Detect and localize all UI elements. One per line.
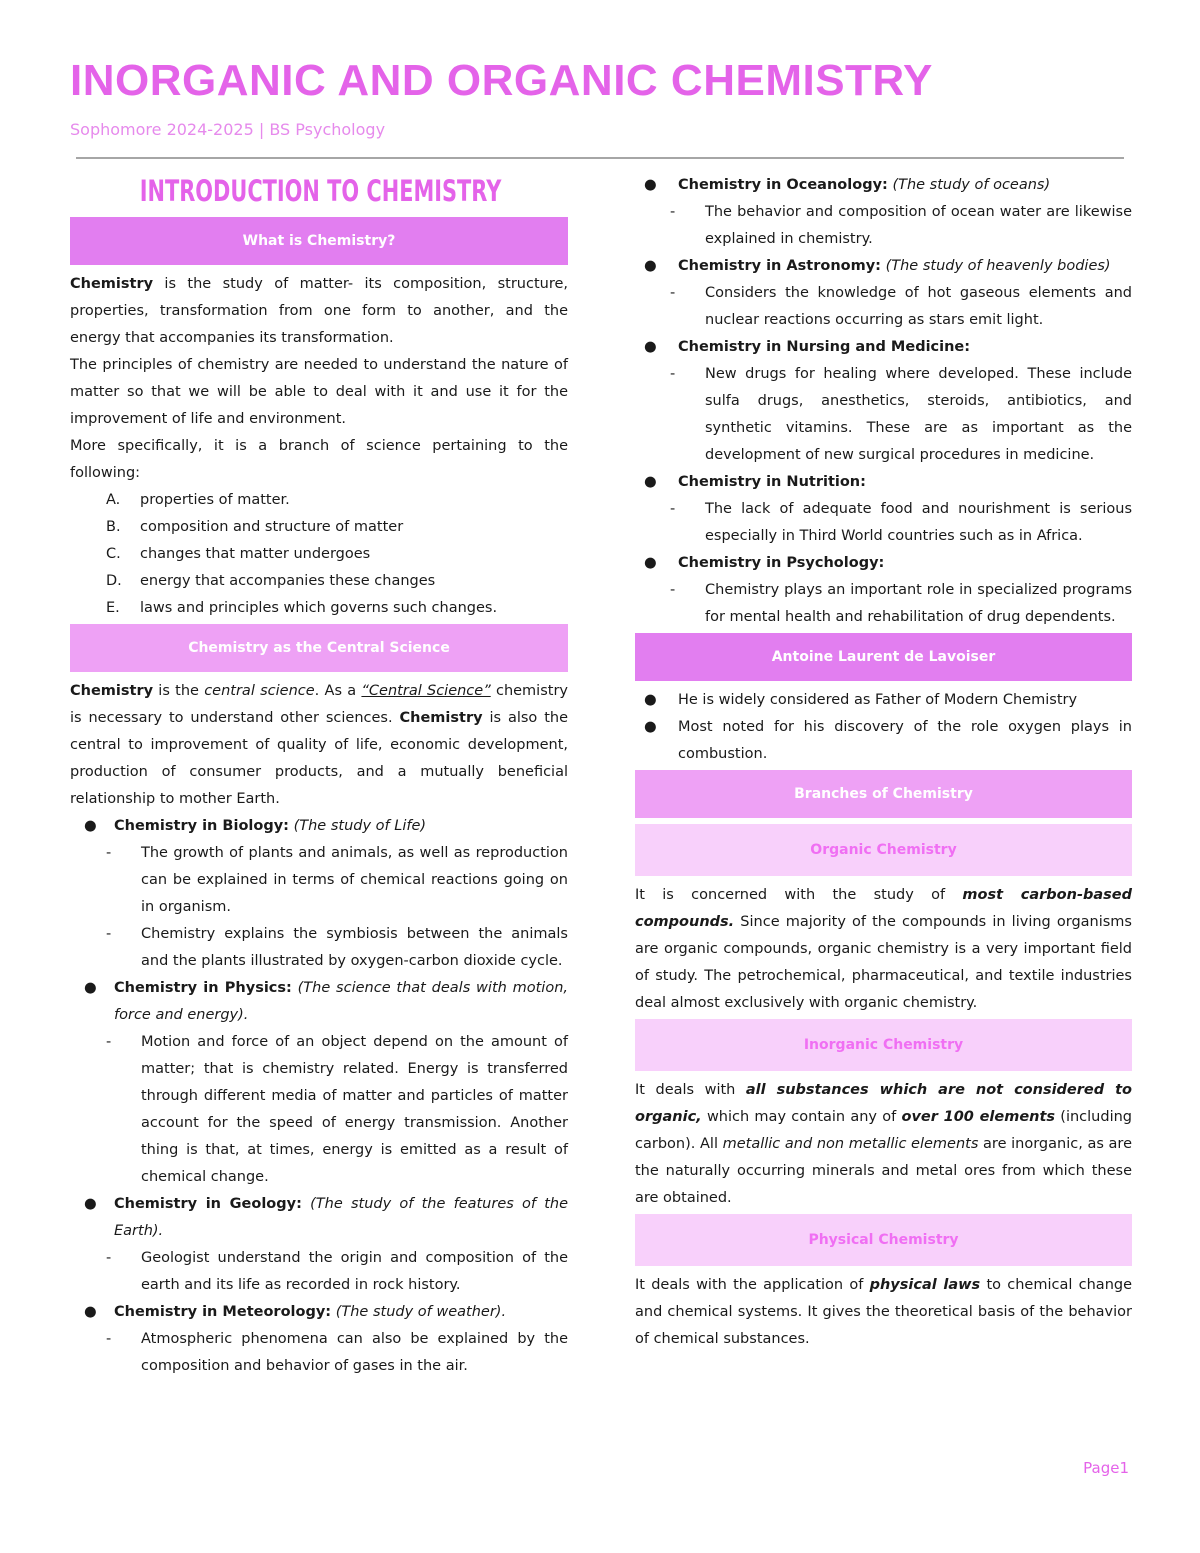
branches-bar: Branches of Chemistry [635,770,1132,818]
list-item-oceanology: ● Chemistry in Oceanology: (The study of oceans) - The behavior and composition of ocean water are likewise explained in chemistry. [635,172,1132,253]
bullet-icon: ● [644,692,657,708]
list-item: ● He is widely considered as Father of Modern Chemistry [635,687,1132,714]
list-item-meteorology: ● Chemistry in Meteorology: (The study of weather). - Atmospheric phenomena can also be explained by the composition and behavior of gases in the air. [70,1299,568,1380]
list-item: - Motion and force of an object depend on the amount of matter; that is chemistry related. Energy is transferred through different media of matter and particles of matter account for the speed of energy transmission. Another thing is that, at times, energy is emitted as a result of chemical change. [106,1034,568,1185]
list-item: - The growth of plants and animals, as well as reproduction can be explained in terms of chemical reactions going on in organism. [106,845,568,915]
list-item: - Atmospheric phenomena can also be explained by the composition and behavior of gases in the air. [106,1331,568,1374]
list-item-nursing: ● Chemistry in Nursing and Medicine: - New drugs for healing where developed. These include sulfa drugs, anesthetics, steroids, antibiotics, and synthetic vitamins. These are as important as the development of new surgical procedures in medicine. [635,334,1132,469]
list-item: - New drugs for healing where developed. These include sulfa drugs, anesthetics, steroids, antibiotics, and synthetic vitamins. These are as important as the development of new surgical procedures in medicine. [670,366,1132,463]
list-item: B. composition and structure of matter [106,519,404,535]
bullet-icon: ● [84,818,97,834]
right-column [635,172,1132,1353]
lavoisier-bar: Antoine Laurent de Lavoiser [635,633,1132,681]
document-subtitle: Sophomore 2024-2025 | BS Psychology [70,120,386,139]
section-title: INTRODUCTION TO CHEMISTRY [139,174,502,208]
bullet-icon: ● [644,719,657,735]
list-item: - Chemistry plays an important role in specialized programs for mental health and rehabilitation of drug dependents. [670,582,1132,625]
inorganic-chemistry-bar: Inorganic Chemistry [635,1019,1132,1071]
list-item: ● Most noted for his discovery of the role oxygen plays in combustion. [635,714,1132,768]
list-item-geology: ● Chemistry in Geology: (The study of the features of the Earth). - Geologist understand the origin and composition of the earth and its life as recorded in rock history. [70,1191,568,1299]
left-column [70,170,568,1380]
bullet-icon: ● [84,1304,97,1320]
science-fields-list [70,813,568,1380]
physical-paragraph: It deals with the application of physical laws to chemical change and chemical systems. It gives the theoretical basis of the behavior of chemical substances. [635,1277,1133,1347]
list-item-physics: ● Chemistry in Physics: (The science that deals with motion, force and energy). - Motion and force of an object depend on the amount of matter; that is chemistry related. Energy is transferred through different media of matter and particles of matter account for the speed of energy transmission. Another thing is that, at times, energy is emitted as a result of chemical change. [70,975,568,1191]
list-item-biology: ● Chemistry in Biology: (The study of Life) - The growth of plants and animals, as well as reproduction can be explained in terms of chemical reactions going on in organism. - Chemistry explains the symbiosis between the animals and the plants illustrated by oxygen-carbon dioxide cycle. [70,813,568,975]
list-item: D. energy that accompanies these changes [106,573,436,589]
branch-list [70,487,568,622]
central-science-paragraph: Chemistry is the central science. As a “Central Science” chemistry is necessary to understand other sciences. Chemistry is also the central to improvement of quality of life, economic development, production of consumer products, and a mutually beneficial relationship to mother Earth. [70,683,568,807]
list-item: - The behavior and composition of ocean water are likewise explained in chemistry. [670,204,1132,247]
list-item-psychology: ● Chemistry in Psychology: - Chemistry plays an important role in specialized programs for mental health and rehabilitation of drug dependents. [635,550,1132,631]
lavoisier-list [635,687,1132,768]
physical-chemistry-bar: Physical Chemistry [635,1214,1132,1266]
bullet-icon: ● [84,1196,97,1212]
page-number: Page1 [1083,1459,1129,1477]
list-item: - Considers the knowledge of hot gaseous elements and nuclear reactions occurring as stars emit light. [670,285,1132,328]
inorganic-paragraph: It deals with all substances which are not considered to organic, which may contain any of over 100 elements (including carbon). All metallic and non metallic elements are inorganic, as are the naturally occurring minerals and metal ores from which these are obtained. [635,1082,1132,1206]
list-item: C. changes that matter undergoes [106,546,371,562]
bullet-icon: ● [644,339,657,355]
what-is-chemistry-bar: What is Chemistry? [70,217,568,265]
list-item: - Geologist understand the origin and composition of the earth and its life as recorded in rock history. [106,1250,568,1293]
bullet-icon: ● [644,258,657,274]
list-item: A. properties of matter. [106,492,290,508]
document-title: INORGANIC AND ORGANIC CHEMISTRY [70,56,933,105]
bullet-icon: ● [644,474,657,490]
list-item: E. laws and principles which governs such changes. [106,600,498,616]
list-item-astronomy: ● Chemistry in Astronomy: (The study of heavenly bodies) - Considers the knowledge of hot gaseous elements and nuclear reactions occurring as stars emit light. [635,253,1132,334]
organic-paragraph: It is concerned with the study of most carbon-based compounds. Since majority of the compounds in living organisms are organic compounds, organic chemistry is a very important field of study. The petrochemical, pharmaceutical, and textile industries deal almost exclusively with organic chemistry. [635,887,1132,1011]
bullet-icon: ● [644,555,657,571]
branch-intro-paragraph: More specifically, it is a branch of science pertaining to the following: [70,438,568,481]
bullet-icon: ● [644,177,657,193]
list-item-nutrition: ● Chemistry in Nutrition: - The lack of adequate food and nourishment is serious especially in Third World countries such as in Africa. [635,469,1132,550]
central-science-bar: Chemistry as the Central Science [70,624,568,672]
header-divider [76,157,1124,159]
science-fields-list-continued [635,172,1132,631]
bullet-icon: ● [84,980,97,996]
list-item: - The lack of adequate food and nourishment is serious especially in Third World countries such as in Africa. [670,501,1132,544]
list-item: - Chemistry explains the symbiosis between the animals and the plants illustrated by oxygen-carbon dioxide cycle. [106,926,568,969]
organic-chemistry-bar: Organic Chemistry [635,824,1132,876]
definition-paragraph: Chemistry is the study of matter- its composition, structure, properties, transformation from one form to another, and the energy that accompanies its transformation. [70,276,568,346]
principles-paragraph: The principles of chemistry are needed to understand the nature of matter so that we will be able to deal with it and use it for the improvement of life and environment. [70,357,568,427]
